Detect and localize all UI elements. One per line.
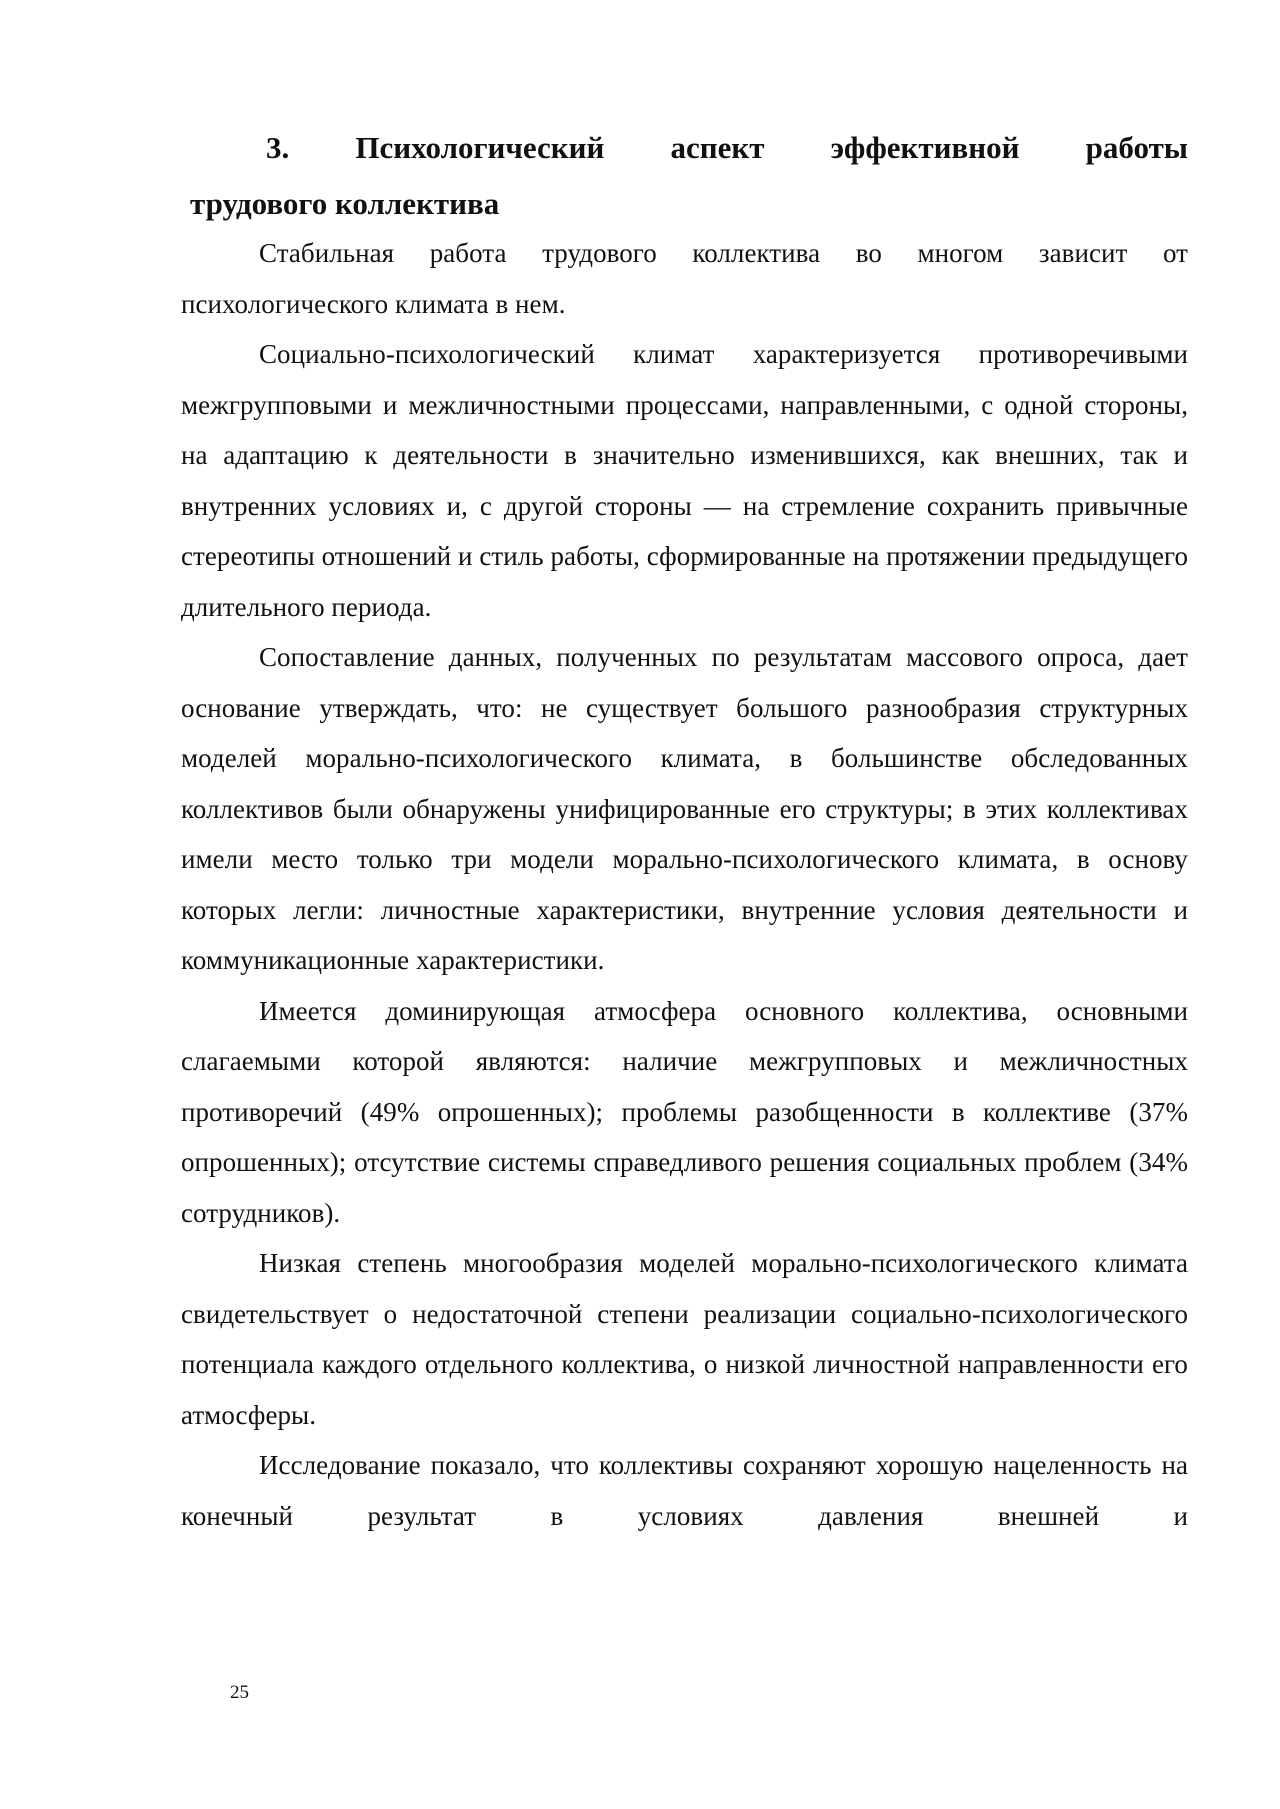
paragraph-5: Низкая степень многообразия моделей морально-психологического климата свидетельствует о недостаточной степени реализации социально-психологического потенциала каждого отдельного коллектива, о низкой личностной направленности его атмосферы.: [181, 1248, 1188, 1430]
paragraph-3: Сопоставление данных, полученных по результатам массового опроса, дает основание утверждать, что: не существует большого разнообразия структурных моделей морально-психологического климата, в большинстве обследованных коллективов были обнаружены унифицированные его структуры; в этих коллективах имели место только три модели морально-психологического климата, в основу которых легли: личностные характеристики, внутренние условия деятельности и коммуникационные характеристики.: [181, 642, 1188, 975]
body-text: [181, 228, 1188, 1541]
paragraph-2: Социально-психологический климат характеризуется противоречивыми межгрупповыми и межличностными процессами, направленными, с одной стороны, на адаптацию к деятельности в значительно изменившихся, как внешних, так и внутренних условиях и, с другой стороны — на стремление сохранить привычные стереотипы отношений и стиль работы, сформированные на протяжении предыдущего длительного периода.: [181, 339, 1188, 622]
section-heading-line-1: 3. Психологический аспект эффективной работы: [266, 130, 1188, 165]
paragraph-6: Исследование показало, что коллективы сохраняют хорошую нацеленность на конечный результат в условиях давления внешней и: [181, 1450, 1188, 1531]
section-heading: [190, 120, 1188, 232]
page-number: 25: [230, 1682, 249, 1703]
section-heading-line-2: трудового коллектива: [190, 186, 500, 221]
paragraph-1: Стабильная работа трудового коллектива во многом зависит от психологического климата в нем.: [181, 238, 1188, 319]
paragraph-4: Имеется доминирующая атмосфера основного коллектива, основными слагаемыми которой являются: наличие межгрупповых и межличностных противоречий (49% опрошенных); проблемы разобщенности в коллективе (37% опрошенных); отсутствие системы справедливого решения социальных проблем (34% сотрудников).: [181, 995, 1188, 1228]
